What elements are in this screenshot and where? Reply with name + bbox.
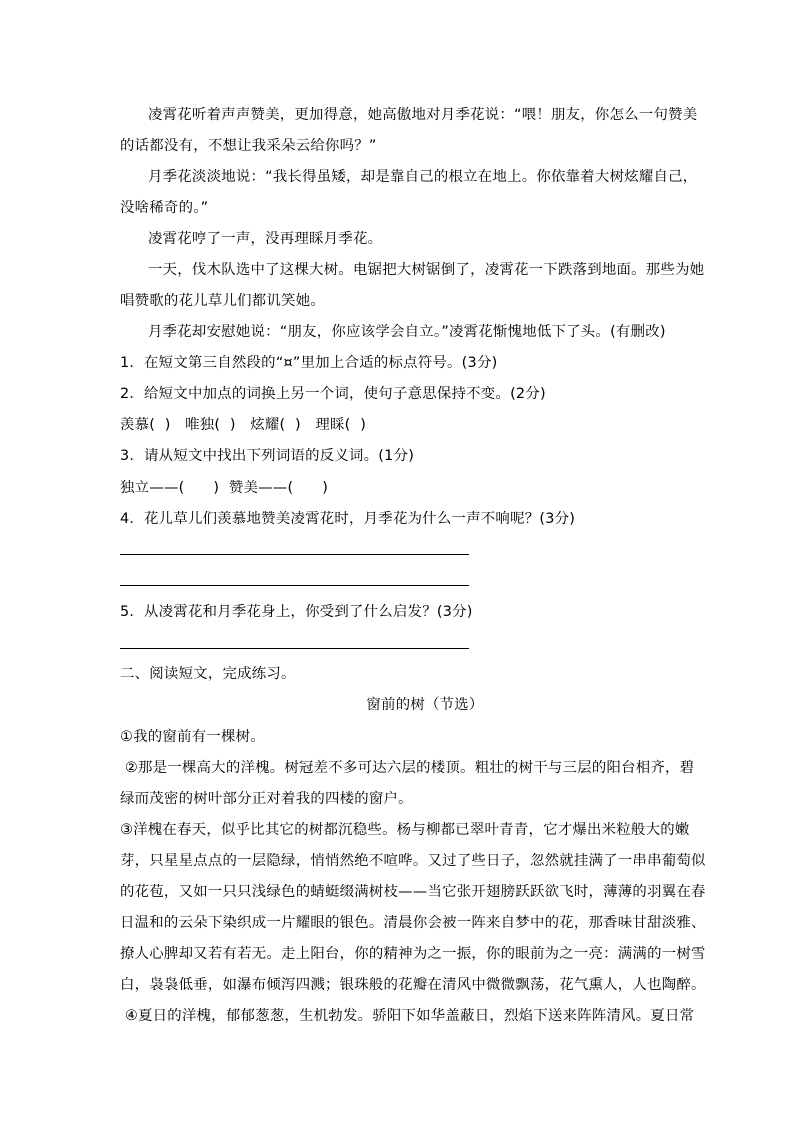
passage-line: 月季花却安慰她说：“朋友，你应该学会自立。”凌霄花惭愧地低下了头。(有删改)	[148, 324, 666, 340]
passage-line: 日温和的云朵下染织成一片耀眼的银色。清晨你会被一阵来自梦中的花，那香味甘甜淡雅、	[120, 915, 706, 931]
passage-line: 绿而茂密的树叶部分正对着我的四楼的窗户。	[120, 791, 413, 807]
passage-line: 的话都没有，不想让我采朵云给你吗？”	[120, 138, 377, 154]
passage-line: 撩人心脾却又若有若无。走上阳台，你的精神为之一振，你的眼前为之一亮：满满的一树雪	[120, 946, 706, 962]
passage-line: 唱赞歌的花儿草儿们都讥笑她。	[120, 293, 325, 309]
answer-line[interactable]	[120, 648, 469, 649]
answer-line[interactable]	[120, 585, 469, 586]
passage-line: ①我的窗前有一棵树。	[120, 729, 265, 745]
question-3-blanks[interactable]: 独立——( ) 赞美——( )	[120, 480, 329, 496]
passage-line: 一天，伐木队选中了这棵大树。电锯把大树锯倒了，凌霄花一下跌落到地面。那些为她	[148, 262, 705, 278]
passage-line: 没啥稀奇的。”	[120, 200, 209, 216]
passage-line: ④夏日的洋槐，郁郁葱葱，生机勃发。骄阳下如华盖蔽日，烈焰下送来阵阵清风。夏日常	[120, 1008, 695, 1024]
passage-line: 的花苞，又如一只只浅绿色的蜻蜓缀满树枝——当它张开翅膀跃跃欲飞时，薄薄的羽翼在春	[120, 884, 706, 900]
answer-line[interactable]	[120, 554, 469, 555]
section-heading: 二、阅读短文，完成练习。	[120, 666, 296, 682]
question-2-blanks[interactable]: 羡慕( ) 唯独( ) 炫耀( ) 理睬( )	[120, 417, 367, 433]
passage-line: 芽，只星星点点的一层隐绿，悄悄然绝不喧哗。又过了些日子，忽然就挂满了一串串葡萄似	[120, 853, 706, 869]
question-4: 4．花儿草儿们羡慕地赞美凌霄花时，月季花为什么一声不响呢？(3分)	[120, 511, 576, 527]
passage-line: 白，袅袅低垂，如瀑布倾泻四溅；银珠般的花瓣在清风中微微飘荡，花气熏人，人也陶醉。	[120, 977, 706, 993]
question-5: 5．从凌霄花和月季花身上，你受到了什么启发？(3分)	[120, 604, 473, 620]
passage-title: 窗前的树（节选）	[366, 697, 484, 713]
question-2: 2．给短文中加点的词换上另一个词，使句子意思保持不变。(2分)	[120, 386, 546, 402]
passage-line: ③洋槐在春天，似乎比其它的树都沉稳些。杨与柳都已翠叶青青，它才爆出米粒般大的嫩	[120, 822, 690, 838]
passage-line: 凌霄花听着声声赞美，更加得意，她高傲地对月季花说：“喂！朋友，你怎么一句赞美	[148, 107, 698, 123]
passage-line: ②那是一棵高大的洋槐。树冠差不多可达六层的楼顶。粗壮的树干与三层的阳台相齐，碧	[120, 760, 695, 776]
question-3: 3．请从短文中找出下列词语的反义词。(1分)	[120, 448, 415, 464]
passage-line: 月季花淡淡地说：“我长得虽矮，却是靠自己的根立在地上。你依靠着大树炫耀自己，	[148, 169, 698, 185]
question-1: 1．在短文第三自然段的“¤”里加上合适的标点符号。(3分)	[120, 355, 498, 371]
passage-line: 凌霄花哼了一声，没再理睬月季花。	[148, 231, 383, 247]
